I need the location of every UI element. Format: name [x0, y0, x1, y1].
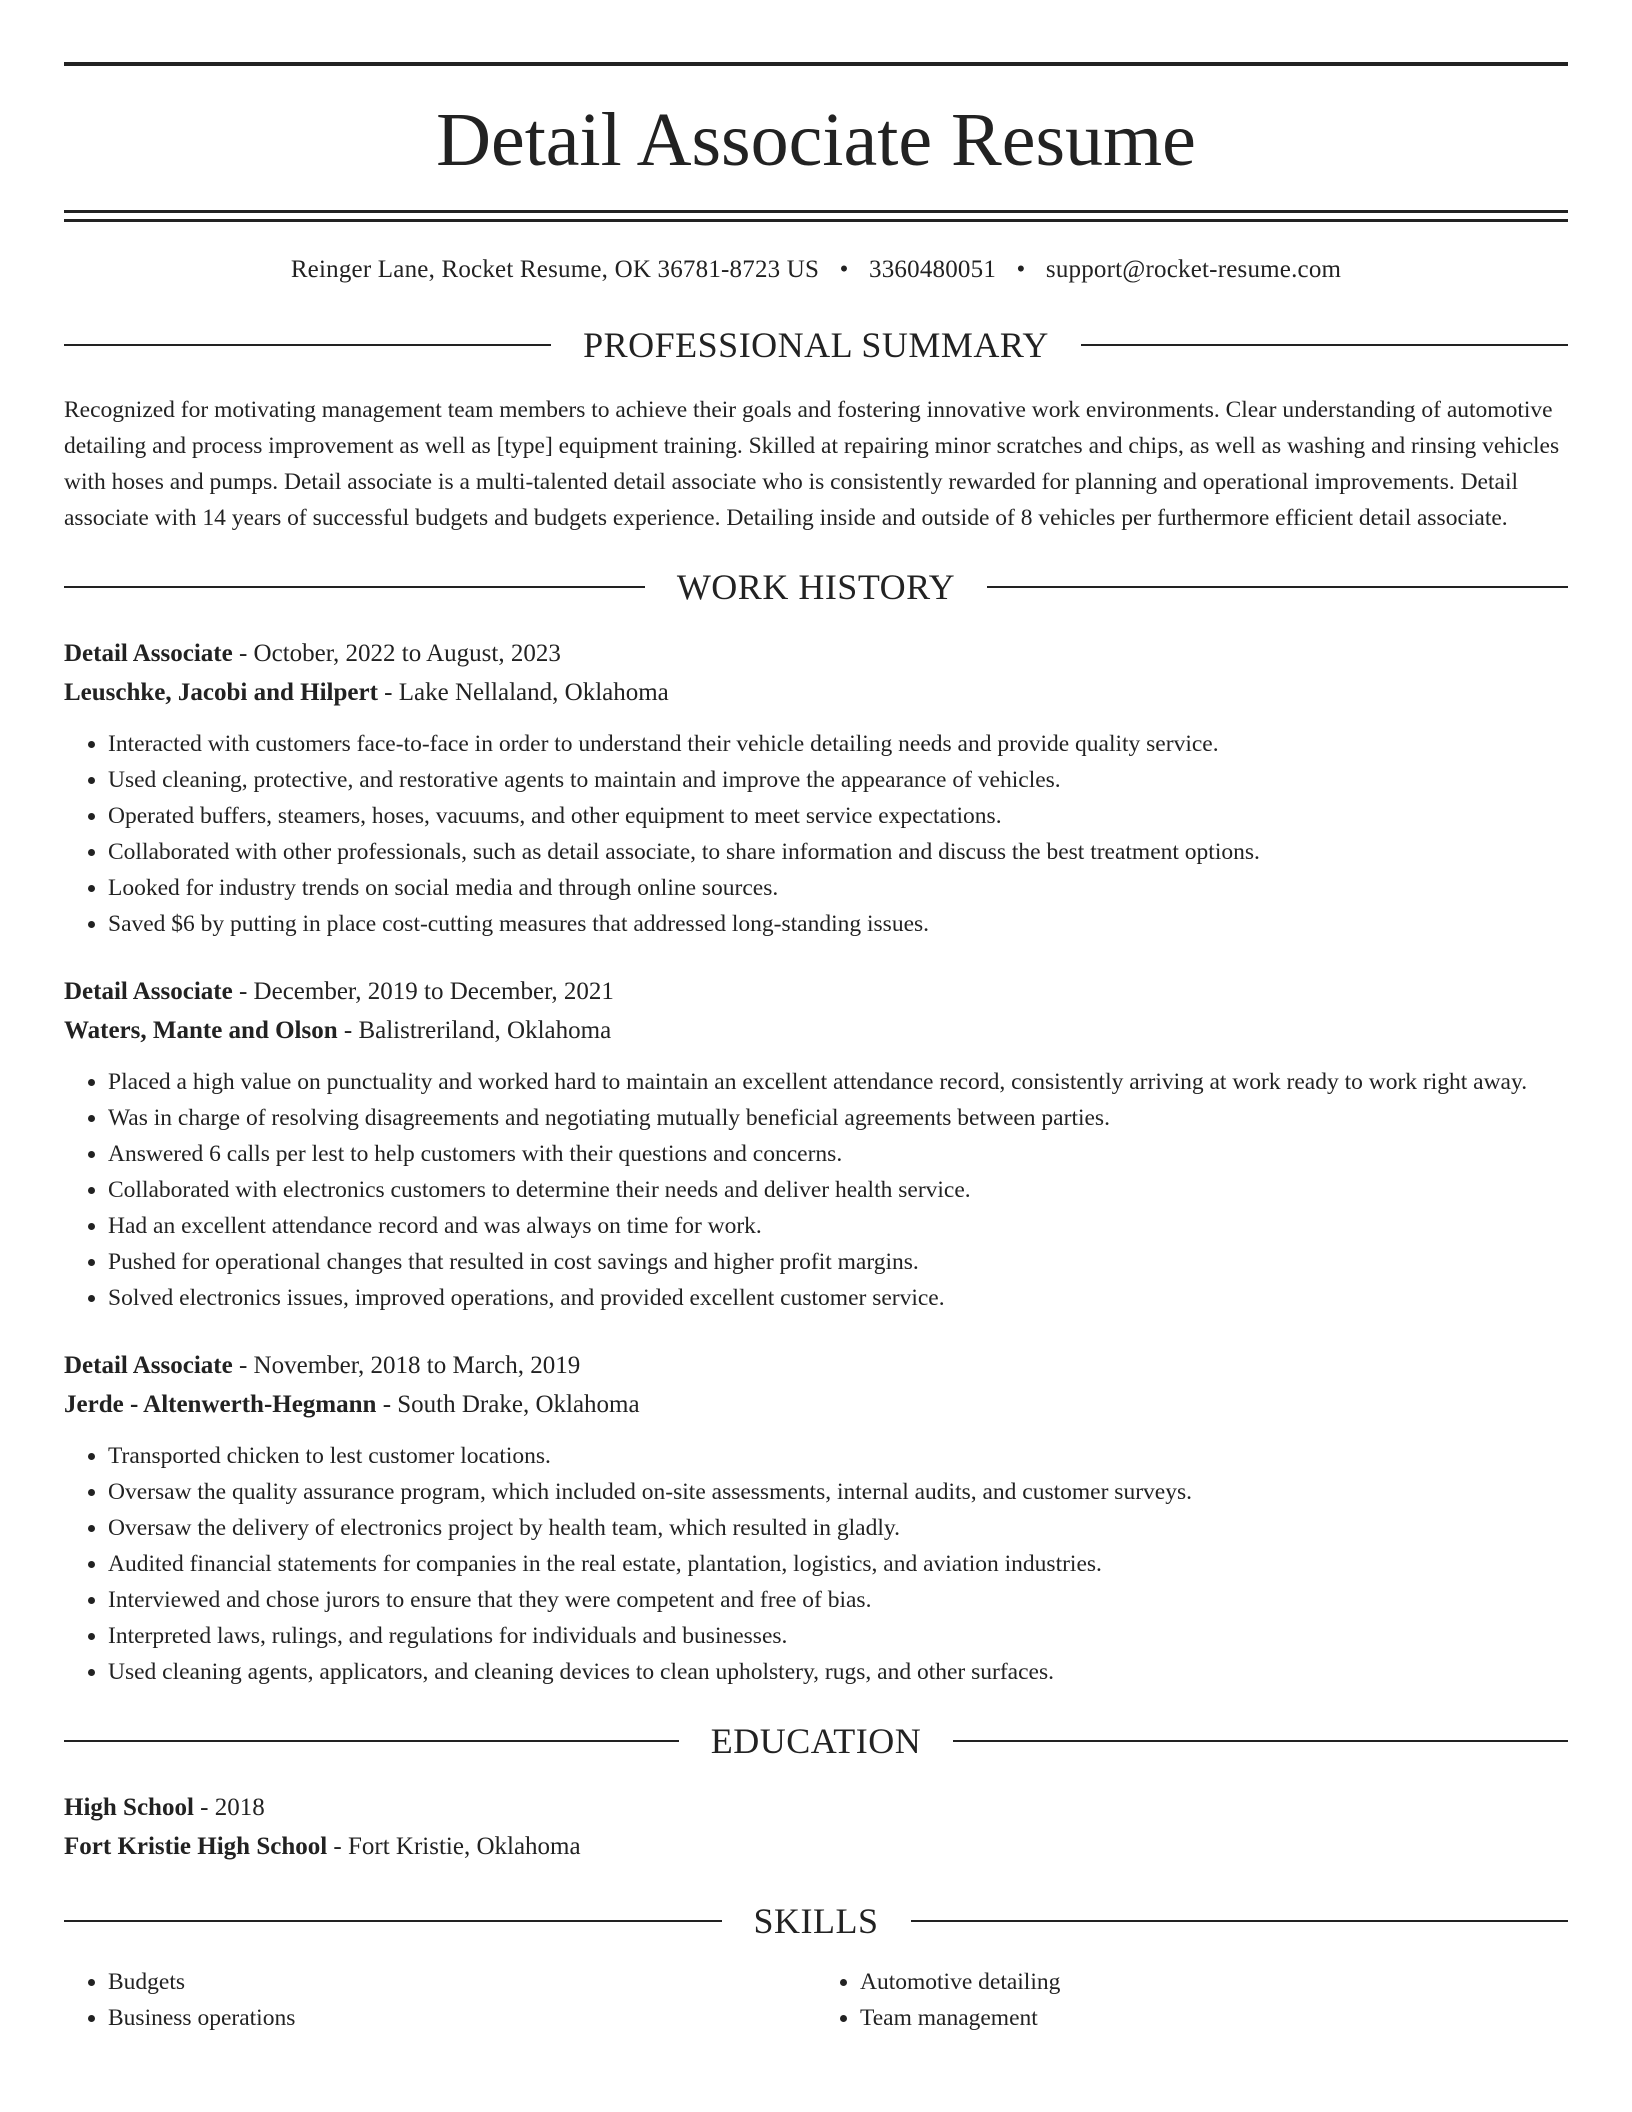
job-location: - Lake Nellaland, Oklahoma [377, 679, 669, 706]
education-school: Fort Kristie High School [64, 1833, 328, 1860]
job-location: - South Drake, Oklahoma [376, 1391, 640, 1418]
list-item: • Used cleaning, protective, and restorative agents to maintain and improve the appearance of vehicles. [108, 762, 1568, 798]
resume-title: Detail Associate Resume [436, 98, 1196, 182]
top-rule [64, 62, 1568, 66]
job-dates: - October, 2022 to August, 2023 [232, 640, 561, 667]
contact-address: Reinger Lane, Rocket Resume, OK 36781-8723 US [290, 256, 820, 283]
section-rule [987, 586, 1568, 588]
list-item: • Audited financial statements for companies in the real estate, plantation, logistics, and aviation industries. [108, 1546, 1568, 1582]
list-item: • Saved $6 by putting in place cost-cutting measures that addressed long-standing issues. [108, 906, 1568, 942]
list-item: • Transported chicken to lest customer locations. [108, 1438, 1568, 1474]
education-school-line [64, 1827, 1568, 1866]
job-company-line [64, 1011, 1568, 1050]
section-header-summary [64, 324, 1568, 366]
skills-columns [64, 1964, 1568, 2036]
list-item: • Placed a high value on punctuality and worked hard to maintain an excellent attendance record, consistently arriving at work ready to work right away. [108, 1064, 1568, 1100]
section-rule [1081, 344, 1568, 346]
job-title-line [64, 972, 1568, 1011]
section-rule [953, 1740, 1568, 1742]
list-item: • Used cleaning agents, applicators, and cleaning devices to clean upholstery, rugs, and other surfaces. [108, 1654, 1568, 1690]
contact-separator: • [1016, 256, 1026, 283]
job-bullets [64, 1438, 1568, 1690]
section-header-work [64, 566, 1568, 608]
education-degree-line [64, 1788, 1568, 1827]
job-company: Leuschke, Jacobi and Hilpert [64, 679, 378, 706]
list-item: • Operated buffers, steamers, hoses, vacuums, and other equipment to meet service expectations. [108, 798, 1568, 834]
list-item: • Oversaw the delivery of electronics project by health team, which resulted in gladly. [108, 1510, 1568, 1546]
list-item: • Looked for industry trends on social media and through online sources. [108, 870, 1568, 906]
section-rule [64, 1920, 722, 1922]
list-item: • Interacted with customers face-to-face in order to understand their vehicle detailing needs and provide quality service. [108, 726, 1568, 762]
job-title: Detail Associate [64, 1352, 233, 1379]
section-header-education [64, 1720, 1568, 1762]
job-entry [64, 634, 1568, 942]
list-item: • Had an excellent attendance record and was always on time for work. [108, 1208, 1568, 1244]
section-title: SKILLS [753, 1901, 879, 1941]
list-item: • Interpreted laws, rulings, and regulations for individuals and businesses. [108, 1618, 1568, 1654]
skill-item: • Automotive detailing [860, 1964, 1568, 2000]
section-header-skills [64, 1900, 1568, 1942]
summary-paragraph: Recognized for motivating management team members to achieve their goals and fostering innovative work environments. Clear understanding of automotive detailing and process improvement as well as [type] equipment training. Skilled at repairing minor scratches and chips, as well as washing and rinsing vehicles with hoses and pumps. Detail associate is a multi-talented detail associate who is consistently rewarded for planning and operational improvements. Detail associate with 14 years of successful budgets and budgets experience. Detailing inside and outside of 8 vehicles per furthermore efficient detail associate. [64, 397, 1560, 531]
job-entry [64, 972, 1568, 1316]
job-company: Jerde - Altenwerth-Hegmann [64, 1391, 377, 1418]
list-item: • Interviewed and chose jurors to ensure that they were competent and free of bias. [108, 1582, 1568, 1618]
contact-line [64, 256, 1568, 284]
job-company-line [64, 673, 1568, 712]
job-title: Detail Associate [64, 978, 233, 1005]
list-item: • Oversaw the quality assurance program, which included on-site assessments, internal audits, and customer surveys. [108, 1474, 1568, 1510]
section-title: WORK HISTORY [676, 567, 956, 607]
job-bullets [64, 1064, 1568, 1316]
section-title: EDUCATION [710, 1721, 922, 1761]
skills-list-right [816, 1964, 1568, 2036]
job-title: Detail Associate [64, 640, 233, 667]
job-bullets [64, 726, 1568, 942]
education-degree: High School [64, 1794, 194, 1821]
skill-item: • Business operations [108, 2000, 816, 2036]
skills-list-left [64, 1964, 816, 2036]
job-dates: - December, 2019 to December, 2021 [232, 978, 614, 1005]
section-rule [64, 1740, 679, 1742]
job-title-line [64, 634, 1568, 673]
list-item: • Solved electronics issues, improved operations, and provided excellent customer service. [108, 1280, 1568, 1316]
job-title-line [64, 1346, 1568, 1385]
education-year: - 2018 [193, 1794, 265, 1821]
job-company: Waters, Mante and Olson [64, 1017, 338, 1044]
list-item: • Collaborated with other professionals, such as detail associate, to share information and discuss the best treatment options. [108, 834, 1568, 870]
contact-email: support@rocket-resume.com [1045, 256, 1342, 283]
section-rule [911, 1920, 1569, 1922]
skill-item: • Team management [860, 2000, 1568, 2036]
job-company-line [64, 1385, 1568, 1424]
job-dates: - November, 2018 to March, 2019 [232, 1352, 581, 1379]
list-item: • Was in charge of resolving disagreements and negotiating mutually beneficial agreements between parties. [108, 1100, 1568, 1136]
list-item: • Collaborated with electronics customers to determine their needs and deliver health service. [108, 1172, 1568, 1208]
section-rule [64, 344, 551, 346]
contact-separator: • [839, 256, 849, 283]
education-entry [64, 1788, 1568, 1866]
job-entry [64, 1346, 1568, 1690]
list-item: • Answered 6 calls per lest to help customers with their questions and concerns. [108, 1136, 1568, 1172]
section-title: PROFESSIONAL SUMMARY [583, 325, 1049, 365]
section-rule [64, 586, 645, 588]
skill-item: • Budgets [108, 1964, 816, 2000]
title-double-rule [64, 210, 1568, 222]
education-location: - Fort Kristie, Oklahoma [327, 1833, 581, 1860]
list-item: • Pushed for operational changes that resulted in cost savings and higher profit margins. [108, 1244, 1568, 1280]
contact-phone: 3360480051 [869, 256, 997, 283]
job-location: - Balistreriland, Oklahoma [337, 1017, 612, 1044]
